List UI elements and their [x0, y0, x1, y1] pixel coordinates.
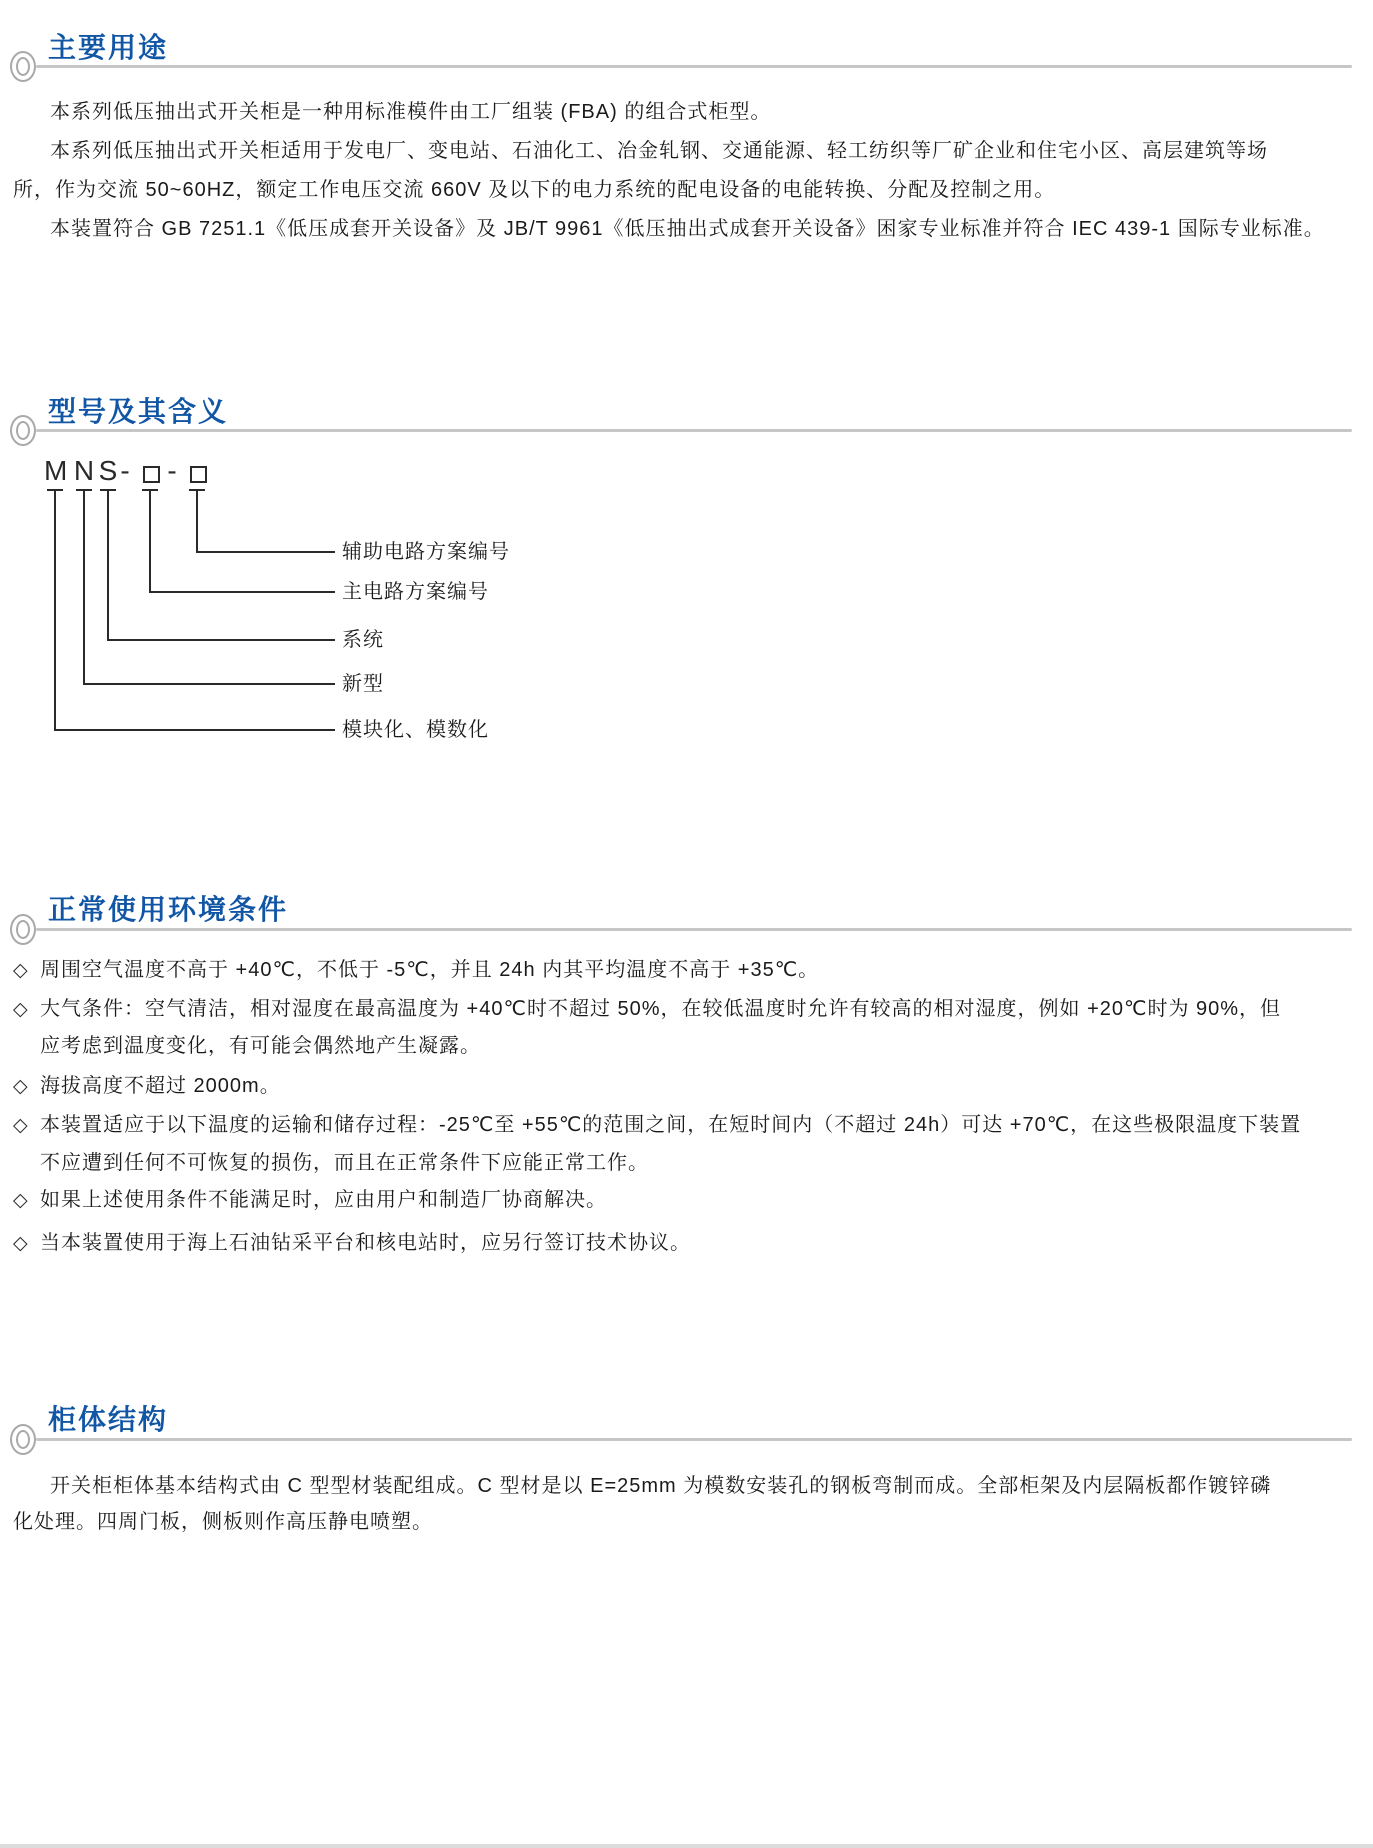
env-condition-continuation [40, 1149, 649, 1177]
env-condition-text: 当本装置使用于海上石油钻采平台和核电站时，应另行签订技术协议。 [40, 1232, 691, 1254]
leader-line-s [107, 491, 109, 640]
section-divider [36, 429, 1352, 432]
structure-paragraph-line: 开关柜柜体基本结构式由 C 型型材装配组成。C 型材是以 E=25mm 为模数安装孔的钢板弯制而成。全部柜架及内层隔板都作镀锌磷 [50, 1475, 1272, 1497]
ring-ornament-icon [10, 914, 36, 945]
structure-paragraph-line: 化处理。四周门板，侧板则作高压静电喷塑。 [13, 1511, 433, 1533]
ring-ornament-icon [10, 415, 36, 446]
env-condition-text: 海拔高度不超过 2000m。 [40, 1075, 281, 1097]
ring-ornament-icon [10, 51, 36, 82]
env-condition-continuation [40, 1032, 481, 1060]
env-condition-item [13, 1072, 281, 1101]
usage-paragraph-line: 本系列低压抽出式开关柜是一种用标准模件由工厂组装 (FBA) 的组合式柜型。 [50, 101, 772, 123]
code-label-new-type: 新型 [342, 673, 384, 695]
model-code-diagram [0, 455, 720, 755]
env-condition-text: 应考虑到温度变化，有可能会偶然地产生凝露。 [40, 1035, 481, 1057]
leader-line-aux [196, 551, 335, 553]
section-divider [36, 928, 1352, 931]
diamond-bullet-icon: ◇ [13, 1190, 29, 1211]
code-hyphen: - [167, 455, 177, 486]
leader-line-n [83, 491, 85, 684]
usage-paragraph-line: 所，作为交流 50~60HZ，额定工作电压交流 660V 及以下的电力系统的配电设备的电能转换、分配及控制之用。 [13, 179, 1056, 201]
page-bottom-edge [0, 1844, 1373, 1848]
diamond-bullet-icon: ◇ [13, 960, 29, 981]
leader-line-box1 [149, 491, 151, 592]
leader-line-modular [54, 729, 335, 731]
aux-circuit-placeholder-box [190, 466, 207, 483]
main-circuit-placeholder-box [143, 466, 160, 483]
section-divider [36, 1438, 1352, 1441]
env-condition-item [13, 1229, 691, 1258]
env-condition-item [13, 956, 819, 985]
leader-line-newtype [83, 683, 335, 685]
env-condition-item [13, 1111, 1301, 1140]
code-label-modular: 模块化、模数化 [342, 719, 489, 741]
leader-line-box2 [196, 491, 198, 552]
env-condition-text: 不应遭到任何不可恢复的损伤，而且在正常条件下应能正常工作。 [40, 1152, 649, 1174]
section-title-cabinet-structure: 柜体结构 [48, 1404, 169, 1435]
diamond-bullet-icon: ◇ [13, 999, 29, 1020]
env-condition-text: 本装置适应于以下温度的运输和储存过程：-25℃至 +55℃的范围之间，在短时间内（不超过 24h）可达 +70℃，在这些极限温度下装置 [40, 1114, 1302, 1136]
code-letter-m: M [44, 455, 68, 486]
code-hyphen: - [120, 455, 130, 486]
usage-paragraph-line: 本系列低压抽出式开关柜适用于发电厂、变电站、石油化工、冶金轧钢、交通能源、轻工纺织等厂矿企业和住宅小区、高层建筑等场 [50, 140, 1268, 162]
code-label-system: 系统 [342, 629, 384, 651]
code-letter-n: N [73, 455, 95, 486]
section-title-main-usage: 主要用途 [48, 32, 169, 63]
leader-line-system [107, 639, 335, 641]
leader-line-main [149, 591, 335, 593]
env-condition-text: 周围空气温度不高于 +40℃，不低于 -5℃，并且 24h 内其平均温度不高于 +35℃。 [40, 959, 820, 981]
diamond-bullet-icon: ◇ [13, 1076, 29, 1097]
leader-line-m [54, 491, 56, 730]
section-divider [36, 65, 1352, 68]
ring-ornament-icon [10, 1424, 36, 1455]
usage-paragraph-line: 本装置符合 GB 7251.1《低压成套开关设备》及 JB/T 9961《低压抽出式成套开关设备》困家专业标准并符合 IEC 439-1 国际专业标准。 [50, 218, 1325, 240]
diamond-bullet-icon: ◇ [13, 1115, 29, 1136]
section-title-environment: 正常使用环境条件 [48, 894, 289, 925]
env-condition-item [13, 1186, 607, 1215]
env-condition-text: 如果上述使用条件不能满足时，应由用户和制造厂协商解决。 [40, 1189, 607, 1211]
section-title-model-meaning: 型号及其含义 [48, 396, 229, 427]
env-condition-text: 大气条件：空气清洁，相对湿度在最高温度为 +40℃时不超过 50%，在较低温度时允许有较高的相对湿度，例如 +20℃时为 90%，但 [40, 998, 1282, 1020]
env-condition-item [13, 995, 1281, 1024]
code-label-main-circuit: 主电路方案编号 [342, 581, 489, 603]
code-label-aux-circuit: 辅助电路方案编号 [342, 541, 510, 563]
diamond-bullet-icon: ◇ [13, 1233, 29, 1254]
code-letter-s: S [98, 455, 118, 486]
